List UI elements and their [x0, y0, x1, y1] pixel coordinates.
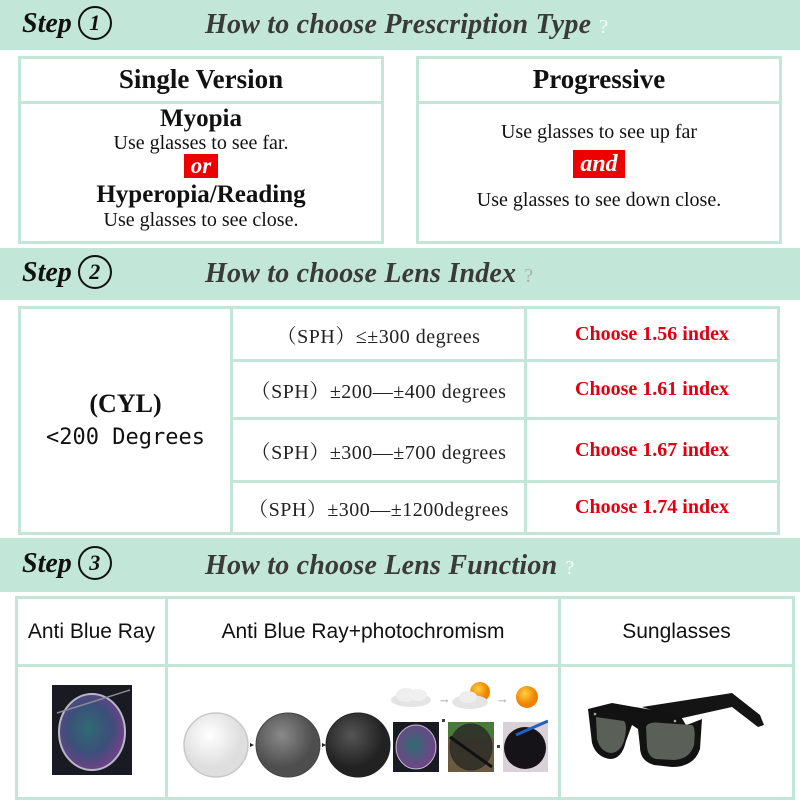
sph-range: （SPH）≤±300 degrees	[232, 308, 526, 361]
photochromic-sequence-image	[167, 666, 560, 799]
photochromic-lenses-icon	[178, 677, 548, 787]
index-choice: Choose 1.56 index	[526, 308, 779, 361]
column-anti-blue-ray: Anti Blue Ray	[17, 598, 167, 666]
step-title-text: How to choose Lens Function	[205, 550, 558, 581]
or-tag: or	[184, 154, 218, 178]
cloud-icon	[391, 688, 431, 707]
lens-index-table	[18, 306, 780, 535]
progressive-heading: Progressive	[419, 59, 779, 104]
single-version-heading: Single Version	[21, 59, 381, 104]
single-version-card	[18, 56, 384, 244]
myopia-description: Use glasses to see far.	[113, 132, 289, 154]
sunglasses-image	[560, 666, 794, 799]
step-2-header	[0, 248, 800, 300]
help-icon: ?	[524, 265, 534, 287]
step-3-label	[22, 546, 112, 580]
index-choice: Choose 1.67 index	[526, 419, 779, 482]
table-header-row	[17, 598, 794, 666]
step-1-header	[0, 0, 800, 50]
step-word: Step	[22, 548, 72, 579]
cyl-cell	[20, 308, 232, 534]
step-3-header	[0, 538, 800, 592]
step-2-title	[205, 258, 533, 290]
index-choice: Choose 1.61 index	[526, 361, 779, 419]
and-tag: and	[573, 150, 624, 178]
cyl-value: <200 Degrees	[46, 424, 205, 450]
lens-icon	[52, 685, 132, 775]
myopia-title: Myopia	[160, 105, 242, 132]
help-icon: ?	[599, 16, 609, 38]
svg-text:→: →	[498, 696, 507, 707]
step-title-text: How to choose Lens Index	[205, 258, 517, 289]
help-icon: ?	[565, 557, 575, 579]
step-2-label	[22, 255, 112, 289]
progressive-line-1: Use glasses to see up far	[500, 121, 698, 143]
index-choice: Choose 1.74 index	[526, 482, 779, 534]
lens-function-table	[15, 596, 795, 800]
sph-range: （SPH）±200—±400 degrees	[232, 361, 526, 419]
step-number-circle: 3	[78, 546, 112, 580]
column-sunglasses: Sunglasses	[560, 598, 794, 666]
step-3-title	[205, 550, 574, 582]
sunglasses-icon	[582, 685, 772, 775]
anti-blue-lens-image	[17, 666, 167, 799]
progressive-line-2: Use glasses to see down close.	[476, 189, 722, 211]
sph-range: （SPH）±300—±700 degrees	[232, 419, 526, 482]
step-number-circle: 1	[78, 6, 112, 40]
progressive-card	[416, 56, 782, 244]
sph-range: （SPH）±300—±1200degrees	[232, 482, 526, 534]
step-title-text: How to choose Prescription Type	[205, 9, 592, 40]
step-number-circle: 2	[78, 255, 112, 289]
hyperopia-title: Hyperopia/Reading	[96, 181, 306, 208]
step-1-label	[22, 6, 112, 40]
step-word: Step	[22, 257, 72, 288]
step-1-title	[205, 9, 608, 41]
table-row	[20, 308, 779, 361]
hyperopia-description: Use glasses to see close.	[103, 209, 299, 231]
step-word: Step	[22, 8, 72, 39]
svg-text:→: →	[440, 696, 449, 707]
column-photochromic: Anti Blue Ray+photochromism	[167, 598, 560, 666]
table-row	[17, 666, 794, 799]
cyl-label: (CYL)	[89, 388, 162, 418]
